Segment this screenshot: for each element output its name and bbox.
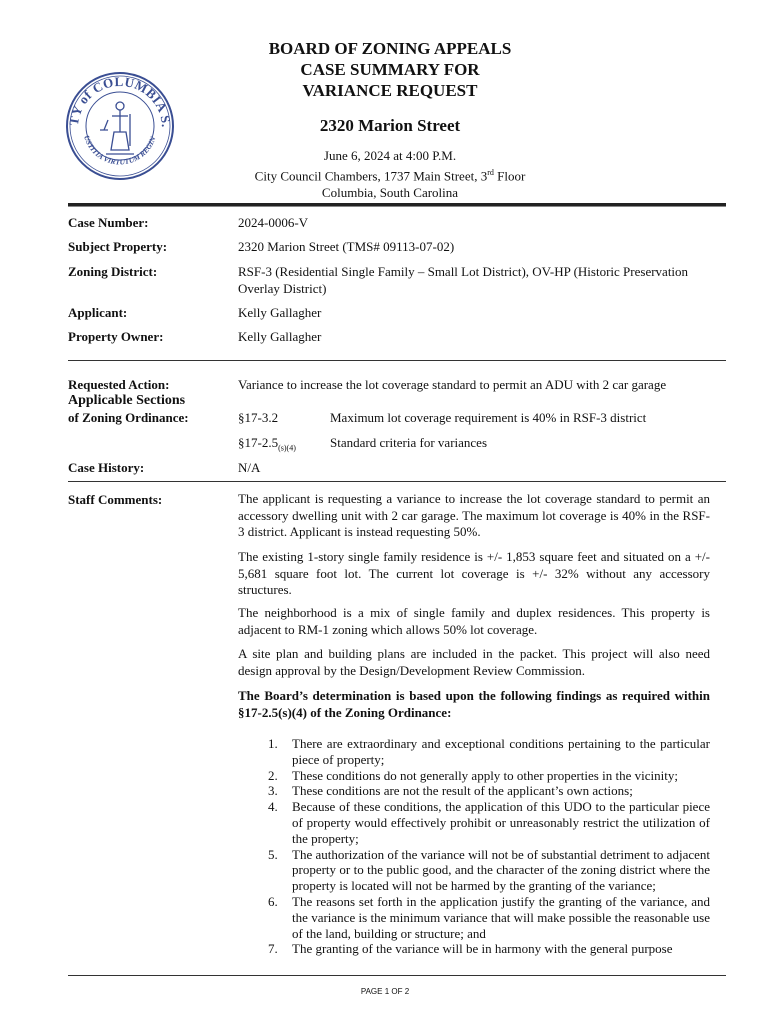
meeting-city: Columbia, South Carolina xyxy=(321,185,459,201)
section-2-desc: Standard criteria for variances xyxy=(330,435,488,450)
property-owner-value: Kelly Gallagher xyxy=(238,329,322,344)
property-address-title: 2320 Marion Street xyxy=(319,116,461,135)
section-1-code: §17-3.2 xyxy=(238,410,279,425)
case-divider xyxy=(68,360,726,361)
title-line-3: VARIANCE REQUEST xyxy=(302,81,478,100)
applicant-value: Kelly Gallagher xyxy=(238,305,322,320)
seal-top-text: TY of COLUMBIA S. xyxy=(65,73,175,128)
zoning-district-value: RSF-3 (Residential Single Family – Small Lot District), OV-HP (Historic Preservation Overlay District) xyxy=(238,264,689,296)
list-item: 5. The authorization of the variance will not be of substantial detriment to adjacent property or to the public good, and the character of the zoning district where the property is located will not be harmed by the granting of the variance; xyxy=(268,846,710,894)
list-item: 1. There are extraordinary and exceptional conditions pertaining to the particular piece of property; xyxy=(268,736,710,767)
section-2-code: $\S 17-2.5_{(s)(4)}$ xyxy=(238,435,296,453)
svg-text:CITY of COLUMBIA S.C. xyxy=(64,70,174,128)
title-line-1: BOARD OF ZONING APPEALS xyxy=(268,39,512,58)
list-item: 7. The granting of the variance will be in harmony with the general purpose xyxy=(268,941,673,957)
case-number-label: Case Number: xyxy=(68,215,149,230)
list-item: 4. Because of these conditions, the application of this UDO to the particular piece of property would effectively prohibit or unreasonably restrict the utilization of the property; xyxy=(268,799,710,846)
seal-bottom-text: USTITIA VIRTUTUM REGIN xyxy=(82,134,158,167)
list-item: 2. These conditions do not generally apply to other properties in the vicinity; xyxy=(268,767,678,783)
case-number-value: 2024-0006-V xyxy=(238,215,309,230)
subject-property-value: 2320 Marion Street (TMS# 09113-07-02) xyxy=(238,239,455,254)
meeting-date: June 6, 2024 at 4:00 P.M. xyxy=(323,148,457,163)
requested-action-label: Requested Action: xyxy=(68,377,170,392)
staff-paragraph-1: The applicant is requesting a variance to increase the lot coverage standard to permit an accessory dwelling unit with 2 car garage. The maximum lot coverage is 40% in the RSF-3 district. Applicant is instead requesting 50%. xyxy=(238,491,710,539)
section-1-desc: Maximum lot coverage requirement is 40% in RSF-3 district xyxy=(330,410,647,425)
requested-action-value: Variance to increase the lot coverage standard to permit an ADU with 2 car garage xyxy=(238,377,667,392)
subject-property-label: Subject Property: xyxy=(68,239,168,254)
meeting-location: City Council Chambers, 1737 Main Street, 3rd Floor xyxy=(254,168,526,184)
applicant-label: Applicant: xyxy=(68,305,128,320)
staff-paragraph-2: The existing 1-story single family residence is +/- 1,853 square feet and situated on a +/- 5,681 square foot lot. The current lot coverage is +/- 32% without any accessory structures. xyxy=(238,549,710,597)
case-history-value: N/A xyxy=(238,460,261,475)
document-title xyxy=(230,38,550,101)
staff-comments-label: Staff Comments: xyxy=(68,492,163,507)
request-divider xyxy=(68,481,726,482)
applicable-sections-label: Applicable Sections xyxy=(68,393,186,408)
list-item: 3. These conditions are not the result of the applicant’s own actions; xyxy=(268,783,633,799)
header-divider xyxy=(68,203,726,207)
findings-list xyxy=(238,736,710,957)
staff-paragraph-4: A site plan and building plans are included in the packet. This project will also need design approval by the Design/Development Review Commission. xyxy=(238,646,710,678)
title-line-2: CASE SUMMARY FOR xyxy=(300,60,480,79)
page-number: PAGE 1 OF 2 xyxy=(360,987,410,996)
meeting-info xyxy=(200,147,580,201)
footer-divider xyxy=(68,975,726,976)
property-owner-label: Property Owner: xyxy=(68,329,164,344)
findings-intro: The Board’s determination is based upon the following findings as required within §17-2.5(s)(4) of the Zoning Ordinance: xyxy=(238,688,710,720)
zoning-district-label: Zoning District: xyxy=(68,264,158,279)
zoning-ordinance-label: of Zoning Ordinance: xyxy=(68,410,189,425)
list-item: 6. The reasons set forth in the application justify the granting of the variance, and the variance is the minimum variance that will make possible the reasonable use of the land, building or structure; and xyxy=(268,893,710,941)
case-history-label: Case History: xyxy=(68,460,145,475)
staff-paragraph-3: The neighborhood is a mix of single family and duplex residences. This property is adjacent to RM-1 zoning which allows 50% lot coverage. xyxy=(238,605,710,637)
city-seal xyxy=(64,70,176,182)
